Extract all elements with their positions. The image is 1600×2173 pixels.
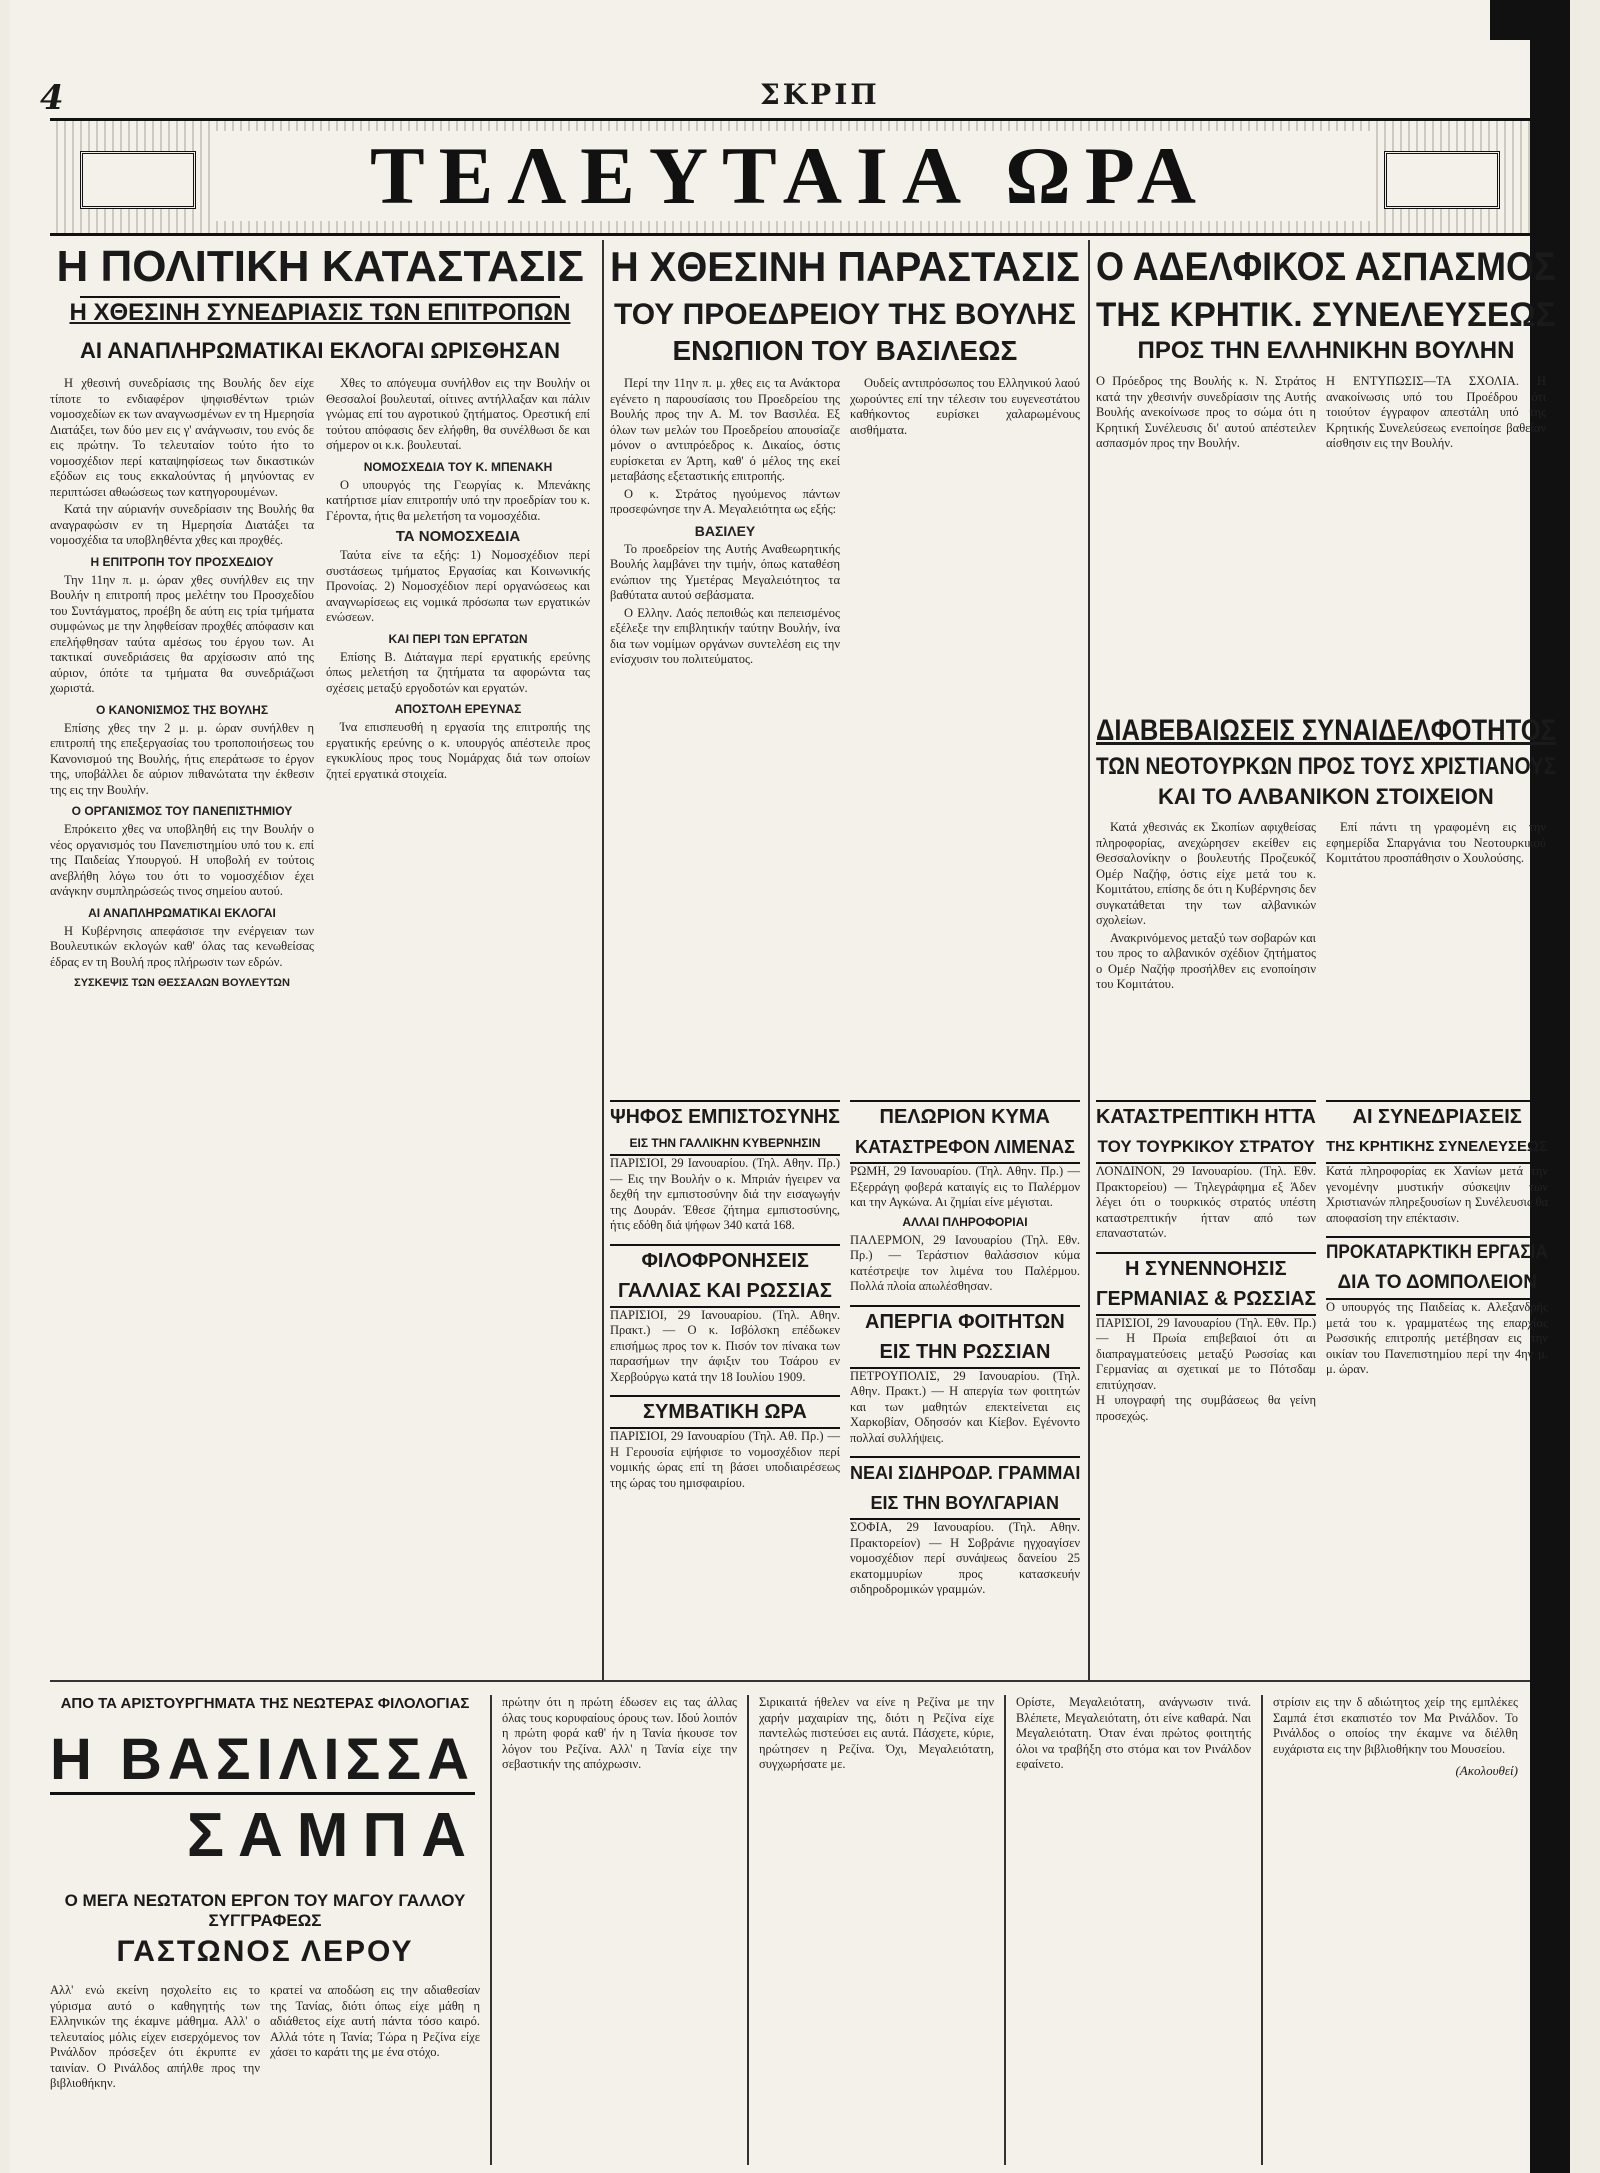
- news-box-column: [1326, 1100, 1548, 1378]
- box-title: ΑΠΕΡΓΙΑ ΦΟΙΤΗΤΩΝ: [865, 1310, 1065, 1333]
- text-column: [326, 376, 590, 994]
- salutation: ΒΑΣΙΛΕΥ: [694, 522, 756, 539]
- text-column: [850, 376, 1080, 670]
- feature-serial: [50, 1695, 1530, 2165]
- article-headline: Η ΠΟΛΙΤΙΚΗ ΚΑΤΑΣΤΑΣΙΣ: [56, 242, 584, 291]
- section-heading: ΣΥΣΚΕΨΙΣ ΤΩΝ ΘΕΣΣΑΛΩΝ ΒΟΥΛΕΥΤΩΝ: [74, 977, 290, 989]
- article-subhead: ΤΟΥ ΠΡΟΕΔΡΕΙΟΥ ΤΗΣ ΒΟΥΛΗΣ: [614, 298, 1076, 331]
- section-banner: [50, 118, 1530, 236]
- paragraph: Η Κυβέρνησις απεφάσισε την ενέργειαν των Βουλευτικών εκλογών καθ' όλας τας κενωθείσας έδρας εν τη Βουλή προς πλήρωσιν των εδρών.: [50, 923, 314, 969]
- box-subtitle: ΤΗΣ ΚΡΗΤΙΚΗΣ ΣΥΝΕΛΕΥΣΕΩΣ: [1326, 1138, 1548, 1155]
- column-divider: [1004, 1695, 1006, 2165]
- scan-edge-top: [1490, 0, 1570, 40]
- text-column: [1326, 820, 1546, 995]
- text-column: [50, 376, 314, 994]
- article-presidium-presentation: [610, 240, 1080, 670]
- column-divider: [602, 240, 604, 1680]
- article-subhead-2: ΚΑΙ ΤΟ ΑΛΒΑΝΙΚΟΝ ΣΤΟΙΧΕΙΟΝ: [1158, 784, 1494, 809]
- article-subhead-2: ΑΙ ΑΝΑΠΛΗΡΩΜΑΤΙΚΑΙ ΕΚΛΟΓΑΙ ΩΡΙΣΘΗΣΑΝ: [80, 338, 560, 363]
- column-divider: [747, 1695, 749, 2165]
- continued-note: (Ακολουθεί): [1455, 1763, 1518, 1778]
- box-subtitle: ΤΟΥ ΤΟΥΡΚΙΚΟΥ ΣΤΡΑΤΟΥ: [1097, 1137, 1315, 1156]
- box-text: ΠΕΤΡΟΥΠΟΛΙΣ, 29 Ιανουαρίου. (Τηλ. Αθην. Πρακτ.) — Η απεργία των φοιτητών και των μαθητών επεκτείνεται εις Χαρκοβίαν, Οδησσόν και Κίεβον. Εγένοντο πολλαί συλλήψεις.: [850, 1368, 1080, 1445]
- box-title: ΣΥΜΒΑΤΙΚΗ ΩΡΑ: [643, 1401, 807, 1423]
- box-text: ΛΟΝΔΙΝΟΝ, 29 Ιανουαρίου. (Τηλ. Εθν. Πρακτορείου) — Τηλεγράφημα εξ Άδεν λέγει ότι ο τουρκικός στρατός υπέστη καταστρεπτικήν ήτταν από των επαναστατών.: [1096, 1164, 1316, 1240]
- section-heading: Ο ΟΡΓΑΝΙΣΜΟΣ ΤΟΥ ΠΑΝΕΠΙΣΤΗΜΙΟΥ: [71, 804, 293, 818]
- column-divider: [490, 1695, 492, 2165]
- article-cretan-greeting: [1096, 240, 1556, 452]
- text-column: [1096, 820, 1316, 995]
- box-title: ΦΙΛΟΦΡΟΝΗΣΕΙΣ: [641, 1249, 809, 1272]
- paragraph: Κατά την αύριανήν συνεδρίασιν της Βουλής θα αναγραφώσιν εν τη Ημερησία Διατάξει τα νομοσχέδια τα υποβληθέντα χθες και προχθές.: [50, 502, 314, 547]
- paragraph: κρατεί να αποδώση εις την αδιαθεσίαν της Τανίας, διότι όπως είχε μάθη η αδιάθετος είχε αυτή πάντα τόσο καιρό. Αλλά τότε η Τανία; Τώρα η Ρεζίνα είχε χάσει το καράτι της με ένα στόχο.: [270, 1983, 480, 2059]
- box-text: ΠΑΡΙΣΙΟΙ, 29 Ιανουαρίου (Τηλ. Εθν. Πρ.) — Η Πρωία επιβεβαιοί ότι αι διαπραγματεύσεις μεταξύ Ρωσσίας και Γερμανίας αι σχετικαί με το Πότσδαμ επιτύχησαν.: [1096, 1315, 1316, 1392]
- box-text: Ο υπουργός της Παιδείας κ. Αλεξανδρής μετά του κ. γραμματέως της επαρχίας Ρωσσικής επιτροπής μετέβησαν εις την οικίαν του Πανεπιστημίου περί την 4ην μ. μ. ώραν.: [1326, 1300, 1548, 1376]
- paragraph: Ταύτα είνε τα εξής: 1) Νομοσχέδιον περί συστάσεως τμήματος Εργασίας και Κοινωνικής Προνοίας. 2) Νομοσχέδιον περί οργανώσεως και αναγνωρίσεως εις νομικά πρόσωπα των εργατικών ενώσεων.: [326, 548, 590, 624]
- paragraph: Ο κ. Στράτος ηγούμενος πάντων προσεφώνησε την Α. Μεγαλειότητα ως εξής:: [610, 486, 840, 516]
- news-box-column: [1096, 1100, 1316, 1424]
- column-divider: [1088, 240, 1090, 1680]
- box-title: ΑΙ ΣΥΝΕΔΡΙΑΣΕΙΣ: [1352, 1106, 1522, 1128]
- box-subtitle: ΕΙΣ ΤΗΝ ΓΑΛΛΙΚΗΝ ΚΥΒΕΡΝΗΣΙΝ: [629, 1136, 821, 1150]
- box-title: ΨΗΦΟΣ ΕΜΠΙΣΤΟΣΥΝΗΣ: [610, 1106, 840, 1128]
- newspaper-name: ΣΚΡΙΠ: [760, 78, 880, 111]
- paragraph: Ανακρινόμενος μεταξύ των σοβαρών και του προς το αλβανικόν σχέδιον ζητήματος ο Ομέρ Ναζήφ προσήλθεν εις ενοποίησιν του Κομιτάτου.: [1096, 930, 1316, 991]
- article-headline: ΔΙΑΒΕΒΑΙΩΣΕΙΣ ΣΥΝΑΙΔΕΛΦΟΤΗΤΟΣ: [1096, 714, 1556, 747]
- box-subtitle: ΓΕΡΜΑΝΙΑΣ & ΡΩΣΣΙΑΣ: [1096, 1287, 1317, 1310]
- feature-author: ΓΑΣΤΩΝΟΣ ΛΕΡΟΥ: [116, 1935, 414, 1968]
- paragraph: Επίσης Β. Διάταγμα περί εργατικής ερεύνης όπως μελετήση τα ζητήματα τα αφορώντα τας σχέσεις μεταξύ εργοδοτών και εργατών.: [326, 649, 590, 695]
- article-subhead: ΤΗΣ ΚΡΗΤΙΚ. ΣΥΝΕΛΕΥΣΕΩΣ: [1096, 296, 1556, 334]
- paragraph: Ο υπουργός της Γεωργίας κ. Μπενάκης κατήρτισε μίαν επιτροπήν υπό την προεδρίαν του κ. Γέροντα, ήτις θα μελετήση τα νομοσχέδια.: [326, 477, 590, 523]
- section-heading: ΝΟΜΟΣΧΕΔΙΑ ΤΟΥ Κ. ΜΠΕΝΑΚΗ: [363, 459, 553, 474]
- paragraph: Χθες το απόγευμα συνήλθον εις την Βουλήν οι Θεσσαλοί βουλευταί, οίτινες αντήλλαξαν και πάλιν γνώμας επί του αγροτικού ζητήματος. Ορεστική επί τούτου απόφασις δεν ελήφθη, θα συνέλθωσι δε και σήμερον οι κ.κ. βουλευταί.: [326, 376, 590, 452]
- box-subheading: ΑΛΛΑΙ ΠΛΗΡΟΦΟΡΙΑΙ: [902, 1214, 1028, 1229]
- box-text: ΠΑΡΙΣΙΟΙ, 29 Ιανουαρίου. (Τηλ. Αθην. Πρ.) — Εις την Βουλήν ο κ. Μπριάν ήγειρεν να δεχθή την εμπιστοσύνην διά την εισαγωγήν της Δουράν. Έθεσε ζήτημα εμπιστοσύνης, ήτις εδόθη διά ψήφων 340 κατά 168.: [610, 1156, 840, 1232]
- ornament-left-icon: [80, 151, 196, 209]
- article-subhead: Η ΧΘΕΣΙΝΗ ΣΥΝΕΔΡΙΑΣΙΣ ΤΩΝ ΕΠΙΤΡΟΠΩΝ: [69, 299, 571, 326]
- feature-title-line-1: Η ΒΑΣΙΛΙΣΣΑ: [50, 1728, 475, 1795]
- box-title: ΠΕΛΩΡΙΟΝ ΚΥΜΑ: [879, 1106, 1050, 1128]
- paragraph: Η ΕΝΤΥΠΩΣΙΣ—ΤΑ ΣΧΟΛΙΑ. Η ανακοίνωσις υπό του Προέδρου ότι τοιούτον έγγραφον απεστάλη υπό της Κρητικής Συνελεύσεως ενεποίησε βαθείαν αίσθησιν εις την Βουλήν.: [1326, 374, 1546, 450]
- article-subhead: ΤΩΝ ΝΕΟΤΟΥΡΚΩΝ ΠΡΟΣ ΤΟΥΣ ΧΡΙΣΤΙΑΝΟΥΣ: [1096, 753, 1557, 780]
- ornament-right-icon: [1384, 151, 1500, 209]
- paragraph: Σιρικαιτά ήθελεν να είνε η Ρεζίνα με την χαρήν μαχαιρίαν της, διότι η Ρεζίνα είχε παντελώς πιστεύσει εις αυτά. Πάσχετε, κύριε, ηρώτησεν η Ρεζίνα. Όχι, Μεγαλειότατη, συγχωρήσατε με.: [759, 1695, 994, 1771]
- feature-title-block: [50, 1695, 480, 2092]
- box-subtitle: ΔΙΑ ΤΟ ΔΟΜΠΟΛΕΙΟΝ: [1337, 1272, 1537, 1293]
- paragraph: Ουδείς αντιπρόσωπος του Ελληνικού λαού χωρούντες επί την τέλεσιν του ευγενεστάτου καθήκοντος ευρίσκει χαλαρωμένους αισθήματα.: [850, 376, 1080, 437]
- box-subtitle: ΕΙΣ ΤΗΝ ΒΟΥΛΓΑΡΙΑΝ: [870, 1493, 1060, 1513]
- box-subtitle: ΓΑΛΛΙΑΣ ΚΑΙ ΡΩΣΣΙΑΣ: [618, 1279, 832, 1302]
- box-subtitle: ΚΑΤΑΣΤΡΕΦΟΝ ΛΙΜΕΝΑΣ: [855, 1137, 1075, 1157]
- box-text: Η υπογραφή της συμβάσεως θα γείνη προσεχώς.: [1096, 1393, 1316, 1423]
- box-title: ΝΕΑΙ ΣΙΔΗΡΟΔΡ. ΓΡΑΜΜΑΙ: [850, 1463, 1081, 1483]
- box-text: ΠΑΡΙΣΙΟΙ, 29 Ιανουαρίου. (Τηλ. Αθην. Πρακτ.) — Ο κ. Ισβόλσκη επέδωκεν επισήμως προς τον κ. Πισόν τον πίνακα των παρασήμων την άφιξιν του Τσάρου εν Χερβούργω κατά την 18 Ιουλίου 1909.: [610, 1307, 840, 1384]
- paragraph: Κατά χθεσινάς εκ Σκοπίων αφιχθείσας πληροφορίας, ανεχώρησεν εκείθεν εις Θεσσαλονίκην ο βουλευτής Προζευκόζ Ομέρ Ναζήφ, όστις είχε μετά του κ. Κομιτάτου, επίσης δε ότι η Κυβέρνησις δεν συγκατάθεται την των αλβανικών σχολείων.: [1096, 820, 1316, 927]
- section-heading: Ο ΚΑΝΟΝΙΣΜΟΣ ΤΗΣ ΒΟΥΛΗΣ: [95, 702, 269, 717]
- article-headline: Η ΧΘΕΣΙΝΗ ΠΑΡΑΣΤΑΣΙΣ: [610, 243, 1080, 290]
- section-heading: Η ΕΠΙΤΡΟΠΗ ΤΟΥ ΠΡΟΣΧΕΔΙΟΥ: [90, 554, 274, 569]
- paragraph: Περί την 11ην π. μ. χθες εις τα Ανάκτορα εγένετο η παρουσίασις του Προεδρείου της Βουλής προς την Α. Μ. τον Βασιλέα. Εξ όλων των μελών του Προεδρείου απουσίαζε μόνον ο αντιπρόεδρος κ. Δικαίος, όστις ευρίσκεται εν Άρτη, καθ' ό μέλος της εκεί μεταβάσης εξεταστικής επιτροπής.: [610, 376, 840, 483]
- article-headline: Ο ΑΔΕΛΦΙΚΟΣ ΑΣΠΑΣΜΟΣ: [1096, 245, 1556, 289]
- section-heading: ΤΑ ΝΟΜΟΣΧΕΔΙΑ: [395, 528, 521, 545]
- paragraph: Επί πάντι τη γραφομένη εις την εφημερίδα Σπαργάνια του Νεοτουρκικού Κομιτάτου προσπάθησιν ο Χουλούσης.: [1326, 820, 1546, 865]
- paragraph: πρώτην ότι η πρώτη έδωσεν εις τας άλλας όλας τους κορυφαίους όρους των. Ιδού λοιπόν η πρώτη φορά καθ' ήν η Τανία ήκουσε τον λόγον του Ρεζίνα. Αλλ' η Τανία είχε την σεβαστικήν της απόχρωσιν.: [502, 1695, 737, 1771]
- box-text: ΣΟΦΙΑ, 29 Ιανουαρίου. (Τηλ. Αθην. Πρακτορείον) — Η Σοβράνιε ηγχοαγίσεν νομοσχέδιον περί συνάψεως δανείου 25 εκατομμυρίων προς κατασκευήν σιδηροδρομικών γραμμών.: [850, 1520, 1080, 1596]
- article-political-situation: [50, 240, 590, 994]
- paragraph: Αλλ' ενώ εκείνη ησχολείτο εις το γύρισμα αυτό ο καθηγητής των Ελληνικών της έκαμνε μάθημα. Αλλ' ο τελευταίος μόλις είχεν εισερχόμενος τον Ρινάλδον πρόσεξεν ότι έκρυπτε εν ταινίαν. Ο Ρινάλδος απήλθε προς την βιβλιοθήκην.: [50, 1983, 260, 2090]
- section-heading: ΑΙ ΑΝΑΠΛΗΡΩΜΑΤΙΚΑΙ ΕΚΛΟΓΑΙ: [88, 905, 276, 920]
- article-young-turks: [1096, 710, 1556, 995]
- article-subhead-2: ΠΡΟΣ ΤΗΝ ΕΛΛΗΝΙΚΗΝ ΒΟΥΛΗΝ: [1137, 337, 1515, 364]
- paragraph: Επρόκειτο χθες να υποβληθή εις την Βουλήν ο νέος οργανισμός του Πανεπιστημίου υπό του κ. επί της Παιδείας Υπουργού. Η υποβολή εν τούτοις ανεβλήθη λόγω του ότι το νομοσχέδιον έχει ανάγκην συμπληρώσεώς τινος σημείου αυτού.: [50, 822, 314, 898]
- news-box-column: [850, 1100, 1080, 1598]
- paragraph: Ορίστε, Μεγαλειότατη, ανάγνωσιν τινά. Βλέπετε, Μεγαλειότατη, ότι είνε καθαρά. Ναι Μεγαλειότατη. Όταν έναι πρώτος φοιτητής όλοι να τραβήξη στο στόμα και τον Ρινάλδον εφαίνετο.: [1016, 1695, 1251, 1771]
- paragraph: στρίσιν εις την δ αδιώτητος χείρ της εμπλέκες Σαμπά έτσι εκαπιστέο τον Μα Ρινάλδον. Το Ρινάλδος ο οποίος την έκαμνε να διέλθη ευχάριστα εις την βιβλιοθήκην του Μουσείου.: [1273, 1695, 1518, 1756]
- text-column: [1273, 1695, 1518, 1779]
- paragraph: Η χθεσινή συνεδρίασις της Βουλής δεν είχε τίποτε το ενδιαφέρον ψηφισθέντων τριών νομοσχεδίων εκ των αναγνωσμένων εν τη Ημερησία Διατάξει, των δύο μεν εις γ' ανάγνωσιν, του ενός δε εις πρώτην. Το τελευταίον τούτο ήτο το νομοσχέδιον περί καταψηφίσεως των δικαστικών εξόδων εις τους εκκαλούντας ή μηνύοντας εν περιπτώσει αθωώσεως των κατηγορουμένων.: [50, 376, 314, 499]
- news-box-confidence-vote: [610, 1100, 840, 1491]
- newspaper-page: [10, 0, 1570, 2173]
- box-title: Η ΣΥΝΕΝΝΟΗΣΙΣ: [1125, 1257, 1287, 1280]
- column-divider: [1261, 1695, 1263, 2165]
- paragraph: Επίσης χθες την 2 μ. μ. ώραν συνήλθεν η επιτροπή της επεξεργασίας του τροποποιήσεως του Κανονισμού της Βουλής, ήτις επεράτωσε το έργον της, υποβάλλει δε αύριον πιθανώτατα την έκθεσιν της εις την Βουλήν.: [50, 720, 314, 797]
- page-header: [40, 78, 1560, 118]
- feature-kicker: ΑΠΟ ΤΑ ΑΡΙΣΤΟΥΡΓΗΜΑΤΑ ΤΗΣ ΝΕΩΤΕΡΑΣ ΦΙΛΟΛΟΓΙΑΣ: [60, 1695, 470, 1712]
- box-text: Κατά πληροφορίας εκ Χανίων μετά την γενομένην μυστικήν σύσκεψιν των Χριστιανών πληρεξουσίων η Συνέλευσις θα αποφασίση την επέκτασιν.: [1326, 1164, 1548, 1225]
- page-number: 4: [40, 78, 64, 118]
- banner-title-box: [210, 131, 1370, 221]
- horizontal-rule: [50, 1680, 1530, 1682]
- feature-title-line-2: ΣΑΜΠΑ: [186, 1801, 480, 1870]
- paragraph: Το προεδρείον της Αυτής Αναθεωρητικής Βουλής λαμβάνει την τιμήν, όπως καταθέση ενώπιον της Υμετέρας Μεγαλειότητος τα βαθύτατα αυτού σεβάσματα.: [610, 541, 840, 602]
- article-subhead-2: ΕΝΩΠΙΟΝ ΤΟΥ ΒΑΣΙΛΕΩΣ: [672, 335, 1018, 366]
- paragraph: Ο Πρόεδρος της Βουλής κ. Ν. Στράτος κατά την χθεσινήν συνεδρίασιν της Αυτής Βουλής ανεκοίνωσε προς το σώμα ότι η Κρητική Συνέλευσις δι' αυτού απέστειλεν ασπασμόν προς την Βουλήν.: [1096, 374, 1316, 450]
- box-title: ΚΑΤΑΣΤΡΕΠΤΙΚΗ ΗΤΤΑ: [1096, 1106, 1316, 1128]
- box-title: ΠΡΟΚΑΤΑΡΚΤΙΚΗ ΕΡΓΑΣΙΑ: [1326, 1242, 1548, 1263]
- paragraph: Ίνα επισπευσθή η εργασία της επιτροπής της εργατικής ερεύνης ο κ. υπουργός απέστειλε προς εγκυκλίους προς τους Νομάρχας διά των οποίων ζητεί εργατικά στοιχεία.: [326, 720, 590, 781]
- feature-subtitle: Ο ΜΕΓΑ ΝΕΩΤΑΤΟΝ ΕΡΓΟΝ ΤΟΥ ΜΑΓΟΥ ΓΑΛΛΟΥ ΣΥΓΓΡΑΦΕΩΣ: [64, 1891, 466, 1930]
- box-text: ΡΩΜΗ, 29 Ιανουαρίου. (Τηλ. Αθην. Πρ.) — Εξερράγη φοβερά καταιγίς εις το Παλέρμον και την Αγκώνα. Αι ζημίαι είνε μέγισται.: [850, 1164, 1080, 1209]
- paragraph: Την 11ην π. μ. ώραν χθες συνήλθεν εις την Βουλήν η επιτροπή προς μελέτην του Προσχεδίου του Συντάγματος, προέβη δε αύτη εις τρία τμήματα συμφώνως με την ληφθείσαν προχθές απόφασιν και επελήφθησαν ταύτα αμέσως του έργου των. Αι τακτικαί συνεδριάσεις θα αρχίσωσιν από της αύριον, όπότε τα τμήματα θα συνεδριάζωσι χωριστά.: [50, 572, 314, 695]
- box-subtitle: ΕΙΣ ΤΗΝ ΡΩΣΣΙΑΝ: [879, 1340, 1051, 1363]
- section-heading: ΚΑΙ ΠΕΡΙ ΤΩΝ ΕΡΓΑΤΩΝ: [388, 631, 528, 646]
- banner-title: ΤΕΛΕΥΤΑΙΑ ΩΡΑ: [369, 130, 1211, 221]
- paragraph: Ο Ελλην. Λαός πεποιθώς και πεπεισμένος εξέλεξε την επιβλητικήν ταύτην Βουλήν, ίνα δια των νομίμων οργάνων συντελέση εις την ενίσχυσιν του πολιτεύματος.: [610, 605, 840, 666]
- text-column: [610, 376, 840, 670]
- box-text: ΠΑΡΙΣΙΟΙ, 29 Ιανουαρίου (Τηλ. Αθ. Πρ.) — Η Γερουσία εψήφισε το νομοσχέδιον περί νομικής ώρας επί τη βάσει υποδιαιρέσεως της ώρας του ημισφαιρίου.: [610, 1429, 840, 1490]
- section-heading: ΑΠΟΣΤΟΛΗ ΕΡΕΥΝΑΣ: [394, 702, 522, 716]
- box-text: ΠΑΛΕΡΜΟΝ, 29 Ιανουαρίου (Τηλ. Εθν. Πρ.) — Τεράστιον θαλάσσιον κύμα κατέστρεψε τον λιμένα του Παλέρμου. Πολλά πλοία απωλέσθησαν.: [850, 1232, 1080, 1293]
